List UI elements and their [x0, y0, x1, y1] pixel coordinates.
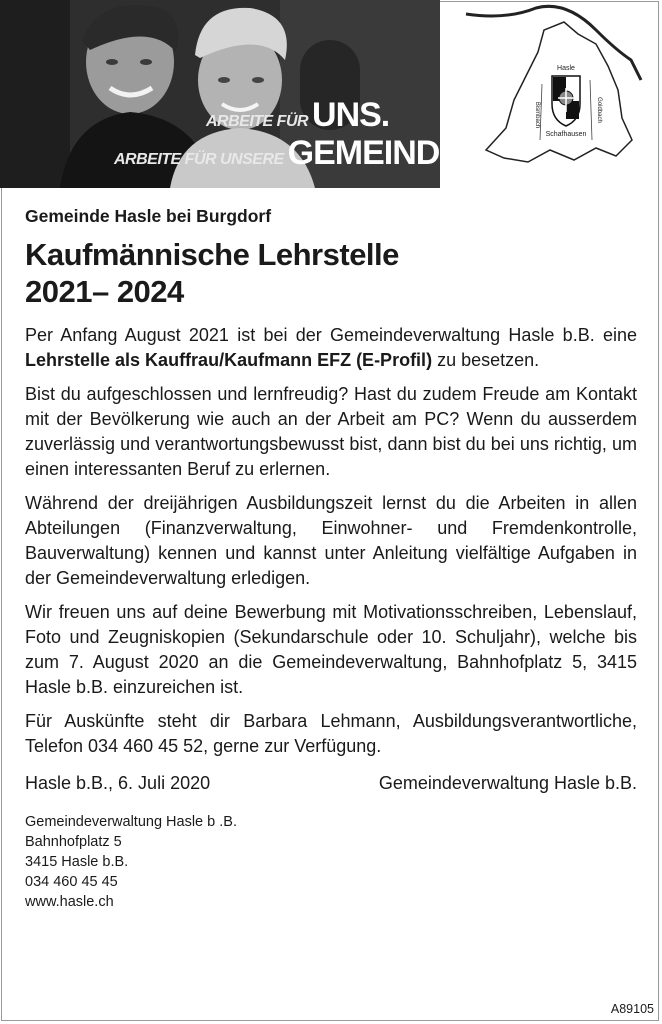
intro-post: zu besetzen. — [432, 350, 540, 370]
job-title — [25, 236, 637, 310]
address-line-3: 3415 Hasle b.B. — [25, 854, 129, 870]
organisation-name: Gemeinde Hasle bei Burgdorf — [25, 206, 272, 226]
signature-line — [25, 771, 637, 796]
intro-paragraph — [25, 323, 637, 373]
slogan-big-2: GEMEINDE. — [287, 134, 470, 172]
training-paragraph: Während der dreijährigen Ausbildungszeit lernst du die Arbeiten in allen Abteilungen (Finanzverwaltung, Einwohner- und Fremdenkontrolle, Bauverwaltung) kennen und kannst unter Anleitung vielfältige Aufgaben in der Gemeindeverwaltung erledigen. — [25, 493, 637, 588]
map-label-hasle: Hasle — [557, 65, 575, 72]
profile-paragraph: Bist du aufgeschlossen und lernfreudig? Hast du zudem Freude am Kontakt mit der Bevölkerung wie auch an der Arbeit am PC? Wenn du ausserdem zuverlässig und verantwortungsbewusst bist, dann bist du bei uns richtig, um einen interessanten Beruf zu erlernen. — [25, 384, 637, 479]
job-title-line-1: Kaufmännische Lehrstelle — [25, 237, 399, 272]
address-line-1: Gemeindeverwaltung Hasle b .B. — [25, 814, 237, 830]
slogan-line-2 — [114, 134, 469, 173]
municipality-map — [446, 0, 662, 188]
job-ad-content — [25, 206, 637, 912]
map-label-goldbach: Goldbach — [596, 97, 602, 123]
coat-of-arms-icon — [552, 76, 580, 126]
place-date: Hasle b.B., 6. Juli 2020 — [25, 773, 211, 793]
intro-position: Lehrstelle als Kauffrau/Kaufmann EFZ (E-Profil) — [25, 350, 433, 370]
job-title-years: 2021– 2024 — [25, 274, 184, 309]
slogan-small-1: ARBEITE FÜR — [206, 113, 309, 130]
address-phone: 034 460 45 45 — [25, 874, 118, 890]
signature: Gemeindeverwaltung Hasle b.B. — [378, 773, 637, 793]
application-paragraph: Wir freuen uns auf deine Bewerbung mit Motivationsschreiben, Lebenslauf, Foto und Zeugniskopien (Sekundarschule oder 10. Schuljahr), welche bis zum 7. August 2020 an die Gemeindeverwaltung, Bahnhofplatz 5, 3415 Hasle b.B. einzureichen ist. — [25, 602, 637, 697]
intro-pre: Per Anfang August 2021 ist bei der Gemeindeverwaltung Hasle b.B. eine — [25, 325, 637, 345]
ad-code: A89105 — [610, 1002, 654, 1016]
slogan-line-1 — [206, 96, 389, 135]
address-website-link[interactable]: www.hasle.ch — [25, 894, 114, 910]
address-block — [25, 812, 637, 912]
header-photo — [0, 0, 470, 188]
address-line-2: Bahnhofplatz 5 — [25, 834, 122, 850]
slogan-small-2: ARBEITE FÜR UNSERE — [114, 151, 284, 168]
slogan-big-1: UNS. — [312, 96, 390, 134]
map-label-schafhausen: Schafhausen — [545, 131, 587, 138]
contact-paragraph: Für Auskünfte steht dir Barbara Lehmann, Ausbildungsverantwortliche, Telefon 034 460 45 52, gerne zur Verfügung. — [25, 711, 637, 756]
map-label-bismbach: Bismbach — [534, 101, 540, 129]
